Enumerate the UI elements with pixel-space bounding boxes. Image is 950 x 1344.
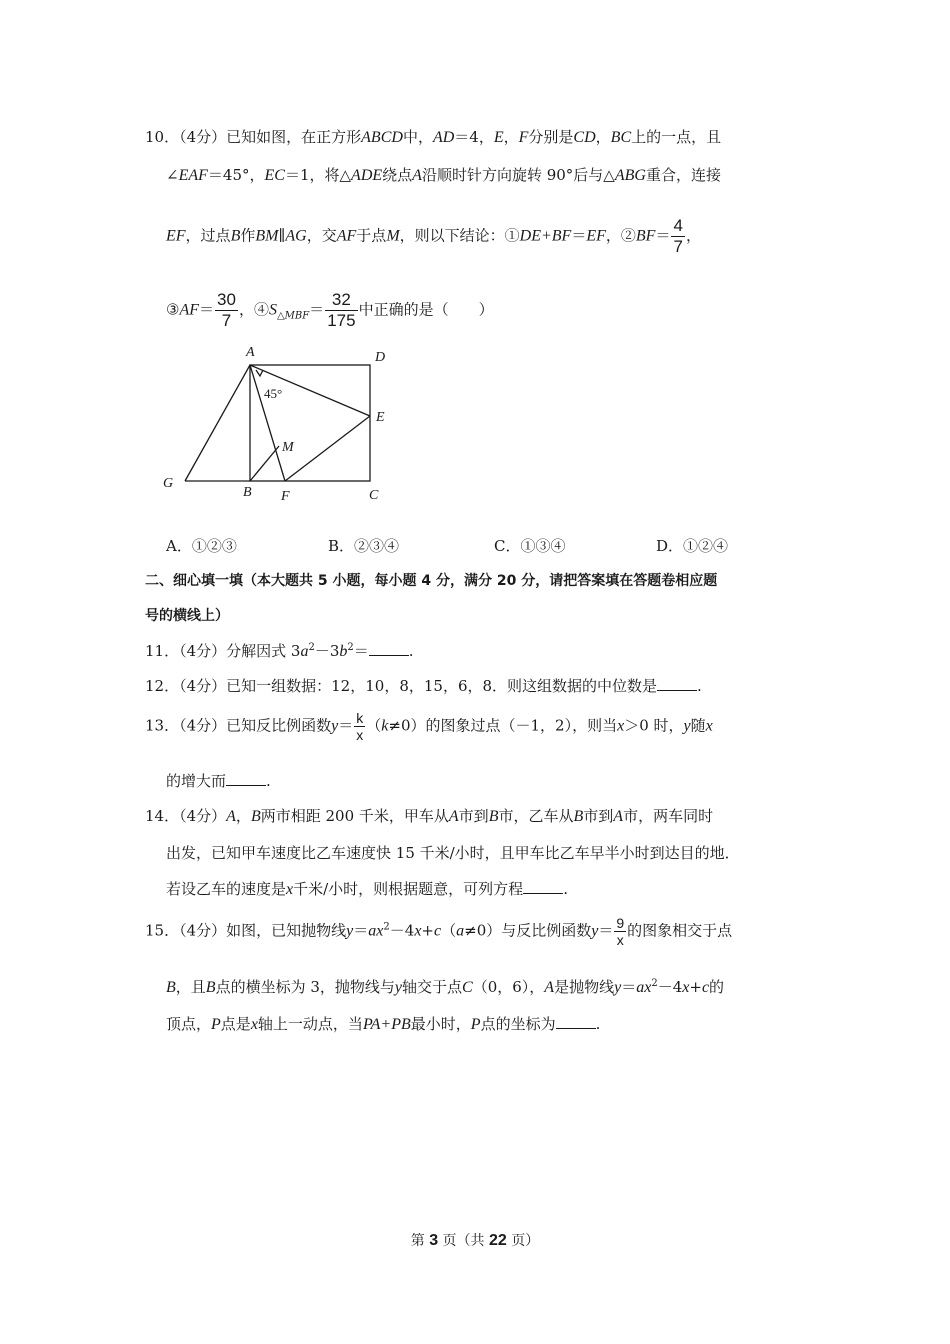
label-m: M [282,440,294,455]
label-f: F [281,489,290,504]
q15-line3: 顶点，P点是x轴上一动点，当PA+PB最小时，P点的坐标为 . [166,1015,601,1033]
q11: 11．（4分）分解因式 $3a^2-3b^2=$ . [145,642,414,660]
segment-bm [250,446,279,481]
option-a[interactable]: A．①②③ [166,537,237,555]
nine-over-x-fraction: $\frac{9}{x}$ [616,915,625,948]
option-d[interactable]: D．①②④ [656,537,729,555]
q14-line1: 14．（4分）A，B两市相距 200 千米，甲车从A市到B市，乙车从B市到A市，两车同时 [145,807,714,825]
q12-answer-blank[interactable] [657,676,697,691]
page-footer: 第 3 页（共 22 页） [410,1232,540,1249]
q11-answer-blank[interactable] [369,641,409,656]
bf-fraction: $\frac{4}{7}$ [673,216,683,256]
k-over-x-fraction: $\frac{k}{x}$ [356,710,364,743]
af-fraction: $\frac{30}{7}$ [217,290,236,330]
segment-ga [185,365,250,481]
q14-answer-blank[interactable] [523,879,563,894]
q13-line1: 13．（4分）已知反比例函数y＝ $\frac{k}{x}$ （k≠0）的图象过点（－1，2），则当x＞0 时，y随x [145,710,713,743]
q13-answer-blank[interactable] [226,771,266,786]
geometry-figure [155,340,405,510]
label-angle: 45° [264,386,283,401]
q15-line2: B，且B点的横坐标为 3，抛物线与y轴交于点C（0，6），A是抛物线$y=ax^2-4x+c$的 [166,978,725,996]
page-number: 3 [429,1232,439,1249]
q10-line2: ∠EAF＝45°，EC＝1，将△ADE绕点A沿顺时针方向旋转 90°后与△ABG重合，连接 [166,166,721,184]
label-g: G [163,476,174,491]
segment-af [250,365,285,481]
q10-line4: ③AF＝ $\frac{30}{7}$ ，$④S_{\triangle MBF}=$ $\frac{32}{175}$ 中正确的是（ ） [166,290,494,330]
q14-line2: 出发，已知甲车速度比乙车速度快 15 千米/小时，且甲车比乙车早半小时到达目的地． [166,844,740,862]
q13-line2: 的增大而 . [166,772,271,790]
section2-heading-line2: 号的横线上） [145,608,229,624]
label-c: C [369,488,379,503]
q15-line1: 15．（4分）如图，已知抛物线$y=ax^2-4x+c(a\ne 0)$与反比例函数y＝ $\frac{9}{x}$ 的图象相交于点 [145,915,733,948]
option-c[interactable]: C．①③④ [494,537,566,555]
label-d: D [375,350,386,365]
label-b: B [243,485,252,500]
total-pages: 22 [489,1232,507,1249]
label-a: A [246,345,255,360]
section2-heading-line1: 二、细心填一填（本大题共 5 小题，每小题 4 分，满分 20 分，请把答案填在答题卷相应题 [145,573,718,589]
q10-line1: 10．（4分）已知如图，在正方形ABCD中，AD＝4，E，F分别是CD，BC上的一点，且 [145,128,722,146]
q14-line3: 若设乙车的速度是x千米/小时，则根据题意，可列方程 . [166,880,568,898]
label-e: E [376,410,385,425]
q12: 12．（4分）已知一组数据：12，10，8，15，6，8．则这组数据的中位数是 . [145,677,702,695]
q10-line3: EF，过点B作BM∥AG，交AF于点M，则以下结论：①DE+BF＝EF，②BF＝ $\frac{4}{7}$ ， [166,216,701,256]
segment-fe [285,416,370,481]
q15-answer-blank[interactable] [556,1014,596,1029]
angle-arc [256,370,263,376]
s-fraction: $\frac{32}{175}$ [327,290,356,330]
option-b[interactable]: B．②③④ [328,537,400,555]
